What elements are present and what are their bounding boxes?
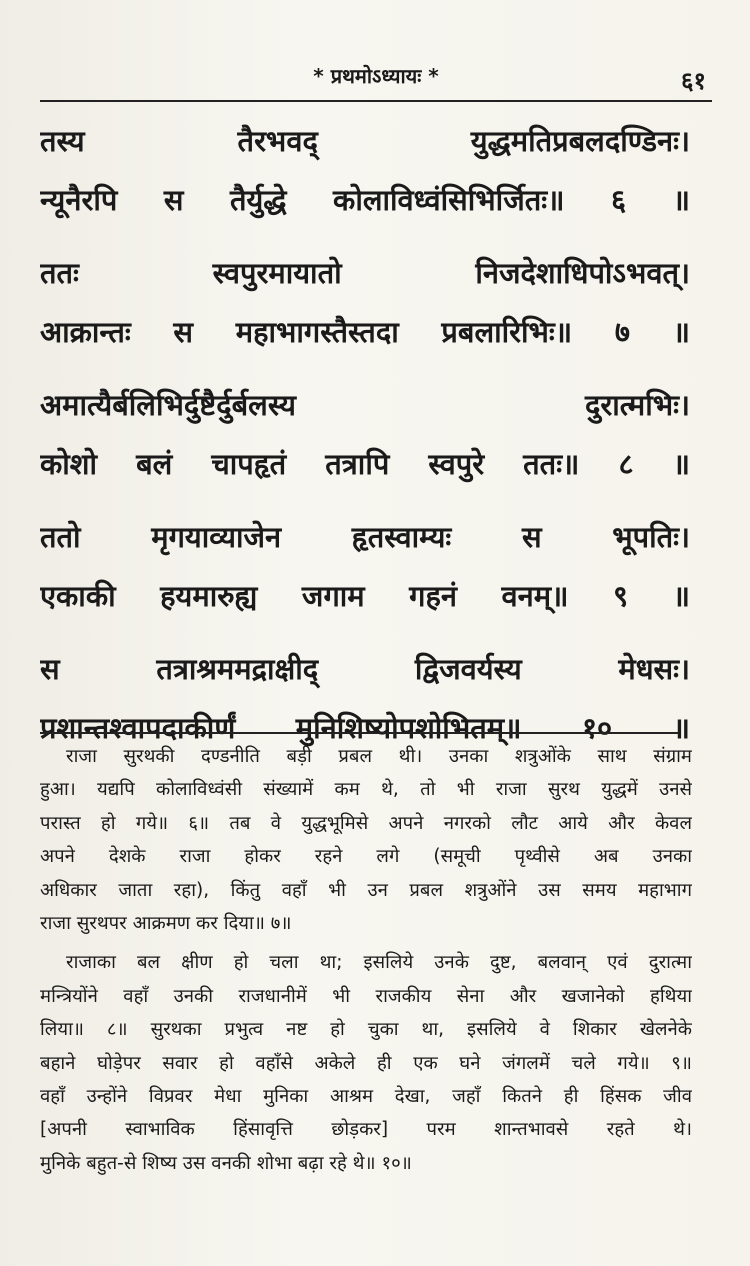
running-title: * प्रथमोऽध्यायः * [313, 64, 439, 88]
commentary-line: बहाने घोड़ेपर सवार हो वहाँसे अकेले ही एक घने जंगलमें चले गये॥ ९॥ [40, 1052, 692, 1074]
commentary-line: अपने देशके राजा होकर रहने लगे (समूची पृथ्वीसे अब उनका [40, 846, 692, 868]
verse-line: एकाकी हयमारुह्य जगाम गहनं वनम्॥ ९ ॥ [40, 579, 690, 613]
commentary-line: [अपनी स्वाभाविक हिंसावृत्ति छोड़कर] परम शान्तभावसे रहते थे। [40, 1119, 692, 1141]
verse-line: न्यूनैरपि स तैर्युद्धे कोलाविध्वंसिभिर्जितः॥ ६ ॥ [40, 183, 690, 217]
commentary-line: राजाका बल क्षीण हो चला था; इसलिये उनके दुष्ट, बलवान् एवं दुरात्मा [66, 952, 692, 974]
commentary-line: अधिकार जाता रहा), किंतु वहाँ भी उन प्रबल शत्रुओंने उस समय महाभाग [40, 879, 692, 901]
verse-line: आक्रान्तः स महाभागस्तैस्तदा प्रबलारिभिः॥ ७ ॥ [40, 315, 690, 349]
commentary-paragraph [40, 740, 692, 940]
verse-line: प्रशान्तश्वापदाकीर्णं मुनिशिष्योपशोभितम्॥ १० ॥ [40, 711, 690, 745]
commentary-rule [40, 732, 678, 734]
commentary-paragraph [40, 946, 692, 1180]
commentary-line: मुनिके बहुत-से शिष्य उस वनकी शोभा बढ़ा रहे थे॥ १०॥ [40, 1152, 412, 1174]
page-header [40, 56, 712, 100]
verse-9 [40, 508, 690, 626]
commentary-line: परास्त हो गये॥ ६॥ तब वे युद्धभूमिसे अपने नगरको लौट आये और केवल [40, 812, 692, 834]
page-number: ६१ [681, 67, 706, 95]
verse-line: स तत्राश्रममद्राक्षीद् द्विजवर्यस्य मेधसः। [40, 652, 690, 686]
sanskrit-verses [40, 112, 690, 772]
verse-line: अमात्यैर्बलिभिर्दुष्टैर्दुर्बलस्य दुरात्मभिः। [40, 388, 690, 422]
commentary-line: राजा सुरथपर आक्रमण कर दिया॥ ७॥ [40, 912, 292, 934]
verse-line: ततः स्वपुरमायातो निजदेशाधिपोऽभवत्। [40, 256, 690, 290]
commentary-line: मन्त्रियोंने वहाँ उनकी राजधानीमें भी राजकीय सेना और खजानेको हथिया [40, 985, 692, 1007]
verse-7 [40, 244, 690, 362]
verse-line: ततो मृगयाव्याजेन हृतस्वाम्यः स भूपतिः। [40, 520, 690, 554]
commentary-line: राजा सुरथकी दण्डनीति बड़ी प्रबल थी। उनका शत्रुओंके साथ संग्राम [66, 746, 692, 767]
commentary-line: वहाँ उन्होंने विप्रवर मेधा मुनिका आश्रम देखा, जहाँ कितने ही हिंसक जीव [40, 1085, 692, 1107]
verse-6 [40, 112, 690, 230]
commentary-line: हुआ। यद्यपि कोलाविध्वंसी संख्यामें कम थे, तो भी राजा सुरथ युद्धमें उनसे [40, 779, 692, 801]
verse-line: तस्य तैरभवद् युद्धमतिप्रबलदण्डिनः। [40, 124, 690, 158]
header-rule [40, 100, 712, 102]
verse-8 [40, 376, 690, 494]
hindi-commentary [40, 740, 692, 1186]
verse-line: कोशो बलं चापहृतं तत्रापि स्वपुरे ततः॥ ८ ॥ [40, 447, 690, 481]
commentary-line: लिया॥ ८॥ सुरथका प्रभुत्व नष्ट हो चुका था, इसलिये वे शिकार खेलनेके [40, 1019, 692, 1041]
